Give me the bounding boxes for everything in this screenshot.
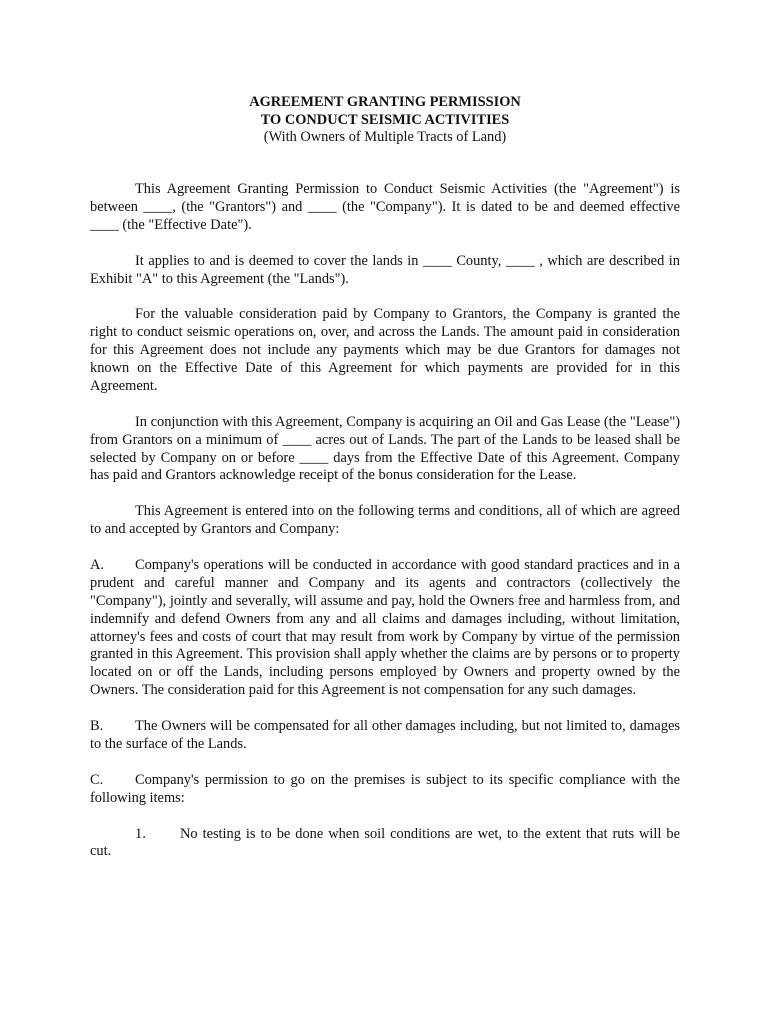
document-page bbox=[90, 0, 680, 1024]
paragraph-lease: In conjunction with this Agreement, Company is acquiring an Oil and Gas Lease (the "Lease") from Grantors on a minimum of ____ acres out of Lands. The part of the Lands to be leased shall be selected by Company on or before ____ days from the Effective Date of this Agreement. Company has paid and Grantors acknowledge receipt of the bonus consideration for the Lease. bbox=[90, 413, 680, 484]
document-subtitle: (With Owners of Multiple Tracts of Land) bbox=[263, 129, 507, 145]
clause-a bbox=[90, 557, 680, 700]
paragraph-parties: This Agreement Granting Permission to Conduct Seismic Activities (the "Agreement") is between ____, (the "Grantors") and ____ (the "Company"). It is dated to be and deemed effective ____ (the "Effective Date"). bbox=[90, 181, 680, 233]
paragraph-consideration: For the valuable consideration paid by Company to Grantors, the Company is granted the right to conduct seismic operations on, over, and across the Lands. The amount paid in consideration for this Agreement does not include any payments which may be due Grantors for damages not known on the Effective Date of this Agreement for which payments are provided for in this Agreement. bbox=[90, 306, 680, 394]
document-title-line-1: AGREEMENT GRANTING PERMISSION bbox=[249, 94, 521, 110]
subclause-1-text: No testing is to be done when soil conditions are wet, to the extent that ruts will be cut. bbox=[90, 825, 680, 860]
title-block bbox=[90, 94, 680, 147]
subclause-1 bbox=[90, 826, 680, 862]
clause-c-label: C. bbox=[90, 771, 104, 788]
paragraph-lands: It applies to and is deemed to cover the lands in ____ County, ____ , which are described in Exhibit "A" to this Agreement (the "Lands"). bbox=[90, 252, 680, 287]
document-body bbox=[90, 181, 680, 861]
clause-c-text: Company's permission to go on the premises is subject to its specific compliance with the following items: bbox=[90, 771, 680, 806]
clause-a-label: A. bbox=[90, 556, 104, 573]
paragraph-terms-intro: This Agreement is entered into on the following terms and conditions, all of which are agreed to and accepted by Grantors and Company: bbox=[90, 503, 680, 538]
clause-b-text: The Owners will be compensated for all other damages including, but not limited to, damages to the surface of the Lands. bbox=[90, 718, 680, 752]
clause-b-label: B. bbox=[90, 718, 104, 735]
clause-a-text: Company's operations will be conducted in accordance with good standard practices and in a prudent and careful manner and Company and its agents and contractors (collectively the "Company"), jointly and severally, will assume and pay, hold the Owners free and harmless from, and indemnify and defend Owners from any and all claims and damages including, without limitation, attorney's fees and costs of court that may result from work by Company by virtue of the permission granted in this Agreement. This provision shall apply whether the claims are by persons or to property located on or off the Lands, including persons employed by Owners and property owned by the Owners. The consideration paid for this Agreement is not compensation for any such damages. bbox=[90, 556, 680, 699]
subclause-1-label: 1. bbox=[135, 825, 146, 842]
clause-c bbox=[90, 772, 680, 808]
clause-b bbox=[90, 718, 680, 754]
document-title-line-2: TO CONDUCT SEISMIC ACTIVITIES bbox=[260, 111, 510, 128]
